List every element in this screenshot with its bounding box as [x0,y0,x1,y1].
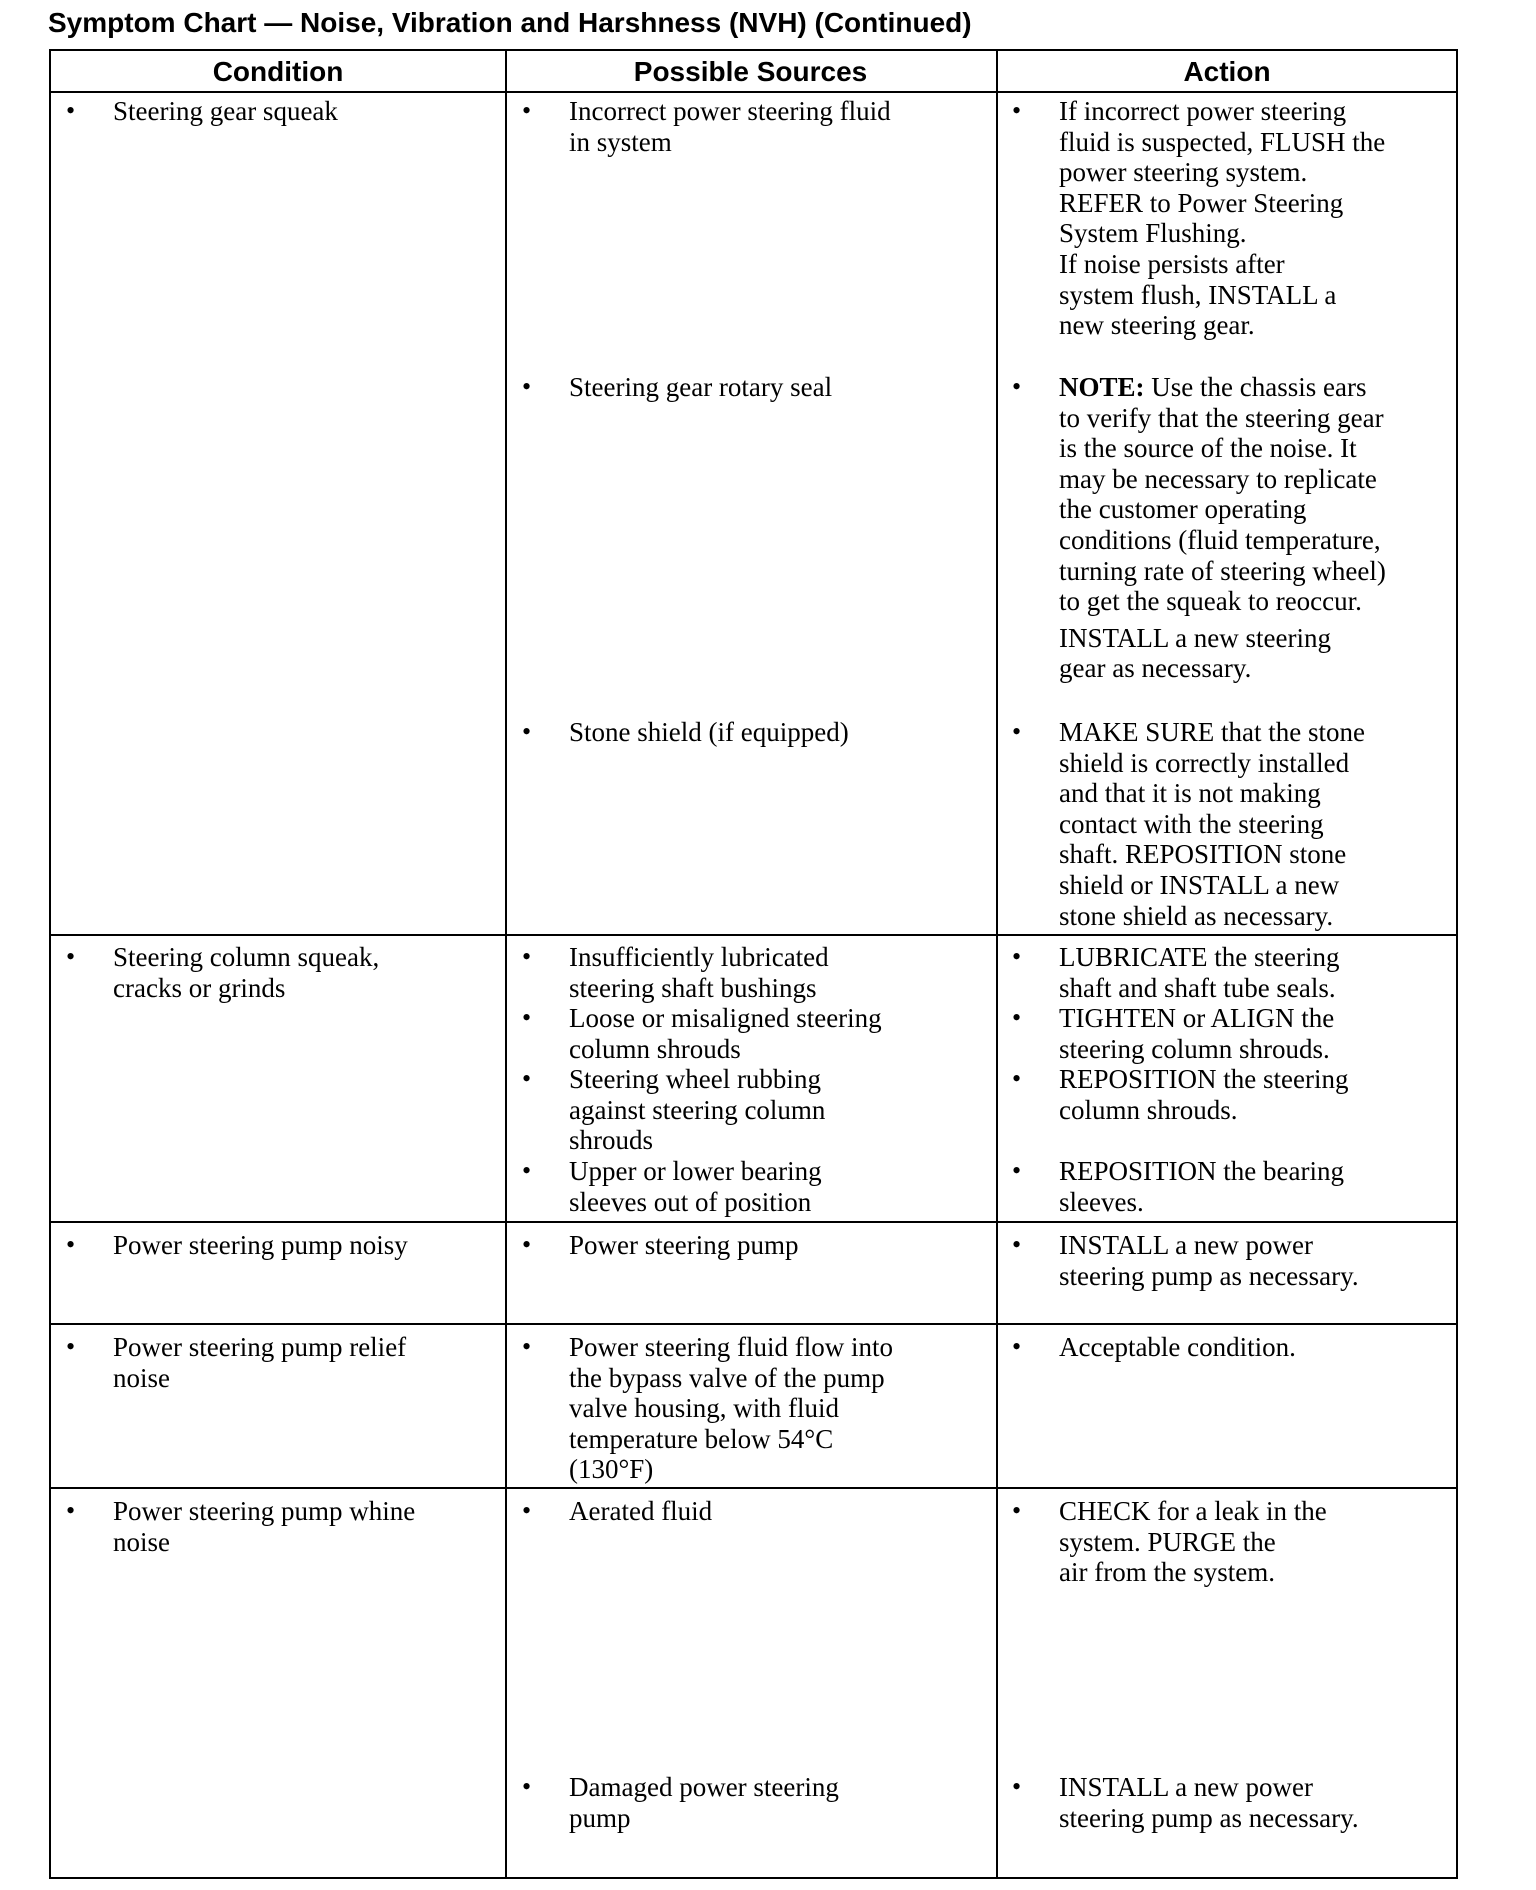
source-cell [522,942,982,1003]
source-text: Damaged power steering pump [569,1772,839,1833]
bullet-icon: • [1012,1156,1022,1185]
row-divider [51,934,1456,936]
bullet-icon: • [522,1156,532,1185]
source-cell [522,1003,982,1064]
source-text: Power steering fluid flow into the bypass valve of the pump valve housing, with fluid temperature below 54°C (130°F) [569,1332,893,1485]
source-text: Incorrect power steering fluid in system [569,96,891,157]
source-cell [522,1156,982,1217]
condition-cell [66,942,506,1003]
source-text: Steering gear rotary seal [569,372,833,402]
action-text: MAKE SURE that the stone shield is correctly installed and that it is not making contact with the steering shaft. REPOSITION stone shield or INSTALL a new stone shield as necessary. [1059,717,1365,931]
source-text: Loose or misaligned steering column shrouds [569,1003,882,1064]
source-text: Steering wheel rubbing against steering column shrouds [569,1064,826,1156]
bullet-icon: • [522,96,532,125]
bullet-icon: • [522,1332,532,1361]
condition-text: Steering column squeak, cracks or grinds [113,942,380,1003]
source-cell [522,1772,982,1833]
action-text: Acceptable condition. [1059,1332,1296,1362]
action-text: REPOSITION the steering column shrouds. [1059,1064,1349,1125]
action-text: REPOSITION the bearing sleeves. [1059,1156,1344,1217]
bullet-icon: • [1012,1496,1022,1525]
bullet-icon: • [1012,942,1022,971]
note-label: NOTE: [1059,372,1145,402]
condition-text: Power steering pump relief noise [113,1332,407,1393]
action-text: INSTALL a new power steering pump as necessary. [1059,1772,1359,1833]
action-cell [1012,1230,1447,1291]
source-text: Power steering pump [569,1230,799,1260]
bullet-icon: • [522,1064,532,1093]
source-cell [522,1332,982,1485]
action-cell [1012,1332,1447,1363]
source-text: Stone shield (if equipped) [569,717,849,747]
header-condition: Condition [212,56,344,87]
bullet-icon: • [66,1230,76,1259]
condition-cell [66,1230,506,1261]
bullet-icon: • [522,717,532,746]
action-text: If incorrect power steering fluid is suspected, FLUSH the power steering system. REFER to Power Steering System Flushing. If noise persists after system flush, INSTALL a new steering gear. [1059,96,1386,341]
action-cell [1012,1156,1447,1217]
action-text: LUBRICATE the steering shaft and shaft tube seals. [1059,942,1340,1003]
action-text: INSTALL a new power steering pump as necessary. [1059,1230,1359,1291]
bullet-icon: • [522,1496,532,1525]
source-cell [522,96,982,157]
row-divider [51,1221,1456,1223]
condition-cell [66,1332,506,1393]
source-text: Upper or lower bearing sleeves out of position [569,1156,822,1217]
row-divider [51,1323,1456,1325]
source-text: Aerated fluid [569,1496,713,1526]
bullet-icon: • [522,1230,532,1259]
action-cell [1012,1003,1447,1064]
action-cell [1012,372,1447,684]
source-cell [522,1064,982,1156]
bullet-icon: • [1012,1772,1022,1801]
column-divider [996,51,998,1877]
header-divider [51,91,1456,93]
action-extra-text: INSTALL a new steering gear as necessary. [1059,622,1332,684]
condition-text: Power steering pump whine noise [113,1496,416,1557]
row-divider [51,1487,1456,1489]
bullet-icon: • [1012,1332,1022,1361]
source-cell [522,372,982,403]
header-possible-sources: Possible Sources [633,56,868,87]
action-cell [1012,717,1447,931]
action-text: TIGHTEN or ALIGN the steering column shrouds. [1059,1003,1335,1064]
bullet-icon: • [522,942,532,971]
symptom-table [49,49,1458,1879]
action-cell [1012,1496,1447,1588]
action-cell [1012,1772,1447,1833]
bullet-icon: • [66,1332,76,1361]
bullet-icon: • [66,1496,76,1525]
action-cell [1012,96,1447,341]
bullet-icon: • [1012,96,1022,125]
bullet-icon: • [522,372,532,401]
bullet-icon: • [522,1003,532,1032]
bullet-icon: • [1012,717,1022,746]
action-cell [1012,1064,1447,1125]
note-text: Use the chassis ears to verify that the steering gear is the source of the noise. It may be necessary to replicate the customer operating conditions (fluid temperature, turning rate of steering wheel) to get the squeak to reoccur. [1059,372,1386,617]
source-cell [522,1496,982,1527]
action-text: CHECK for a leak in the system. PURGE the air from the system. [1059,1496,1327,1588]
action-cell [1012,942,1447,1003]
condition-cell [66,96,506,127]
bullet-icon: • [1012,1064,1022,1093]
bullet-icon: • [66,942,76,971]
bullet-icon: • [1012,1230,1022,1259]
source-cell [522,1230,982,1261]
page-title: Symptom Chart — Noise, Vibration and Harshness (NVH) (Continued) [48,7,972,38]
condition-text: Power steering pump noisy [113,1230,408,1260]
condition-cell [66,1496,506,1557]
bullet-icon: • [522,1772,532,1801]
bullet-icon: • [1012,1003,1022,1032]
bullet-icon: • [1012,372,1022,401]
header-action: Action [1183,56,1271,87]
source-text: Insufficiently lubricated steering shaft bushings [569,942,829,1003]
action-text [1059,372,1447,617]
source-cell [522,717,982,748]
bullet-icon: • [66,96,76,125]
condition-text: Steering gear squeak [113,96,338,126]
